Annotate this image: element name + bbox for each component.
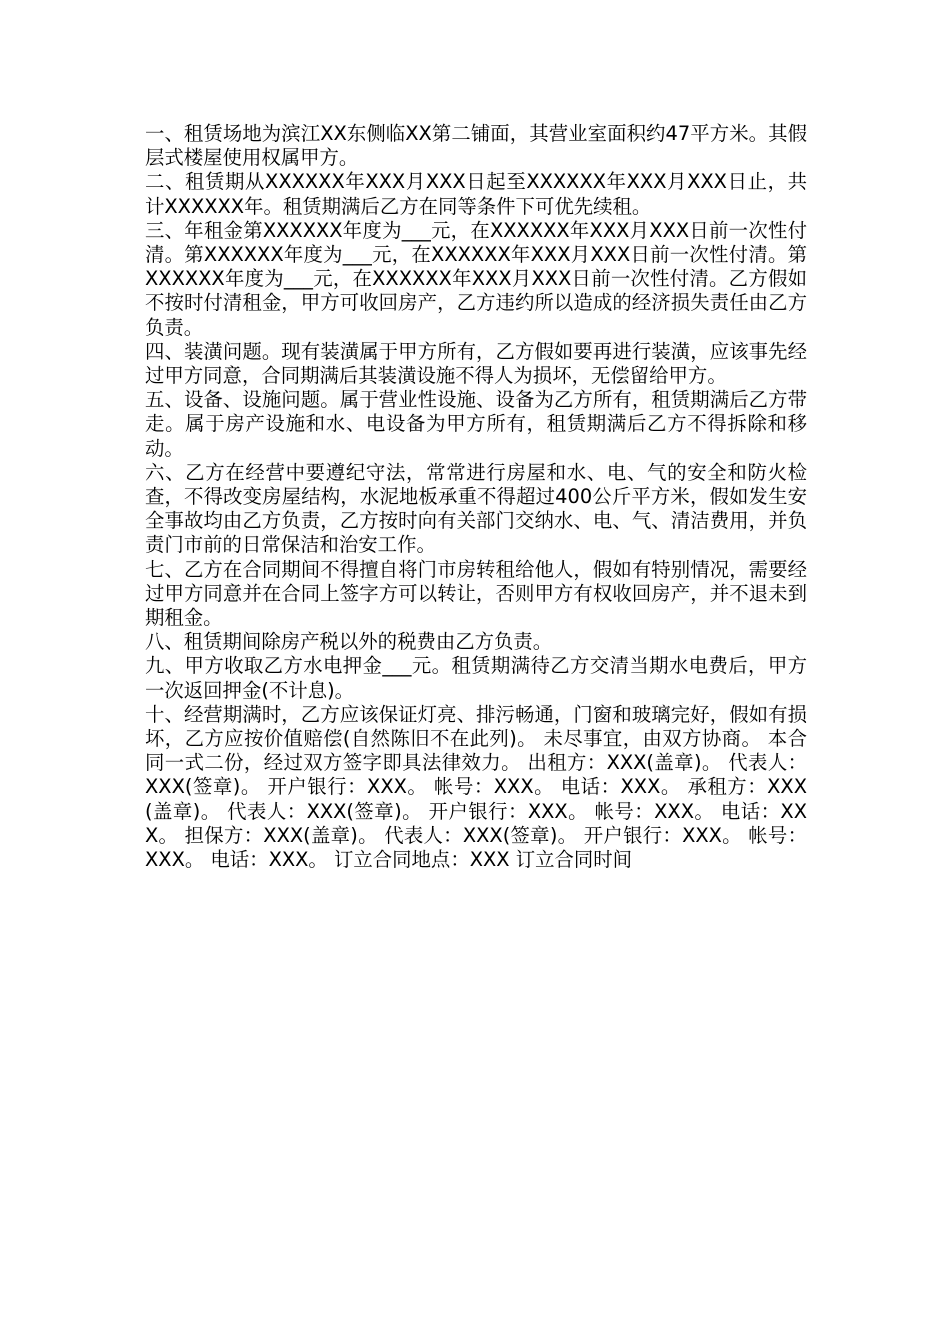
clause-2: 二、租赁期从XXXXXX年XXX月XXX日起至XXXXXX年XXX月XXX日止，共计XXXXXX年。租赁期满后乙方在同等条件下可优先续租。 (145, 170, 807, 218)
clause-7: 七、乙方在合同期间不得擅自将门市房转租给他人，假如有特别情况，需要经过甲方同意并在合同上签字方可以转让，否则甲方有权收回房产，并不退未到期租金。 (145, 557, 807, 630)
contract-body (145, 122, 807, 872)
clause-1: 一、租赁场地为滨江XX东侧临XX第二铺面，其营业室面积约47平方米。其假层式楼屋使用权属甲方。 (145, 122, 807, 170)
clause-6: 六、乙方在经营中要遵纪守法，常常进行房屋和水、电、气的安全和防火检查，不得改变房屋结构，水泥地板承重不得超过400公斤平方米，假如发生安全事故均由乙方负责，乙方按时向有关部门交纳水、电、气、清洁费用，并负责门市前的日常保洁和治安工作。 (145, 460, 807, 557)
clause-8: 八、租赁期间除房产税以外的税费由乙方负责。 (145, 630, 553, 654)
clause-4: 四、装潢问题。现有装潢属于甲方所有，乙方假如要再进行装潢，应该事先经过甲方同意，合同期满后其装潢设施不得人为损坏，无偿留给甲方。 (145, 339, 807, 388)
clause-3: 三、年租金第XXXXXX年度为___元，在XXXXXX年XXX月XXX日前一次性付清。第XXXXXX年度为___元，在XXXXXX年XXX月XXX日前一次性付清。第XXXXXX年度为___元，在XXXXXX年XXX月XXX日前一次性付清。乙方假如不按时付清租金，甲方可收回房产，乙方违约所以造成的经济损失责任由乙方负责。 (145, 218, 807, 339)
clause-9: 九、甲方收取乙方水电押金___元。租赁期满待乙方交清当期水电费后，甲方一次返回押金(不计息)。 (145, 654, 807, 702)
clause-5: 五、设备、设施问题。属于营业性设施、设备为乙方所有，租赁期满后乙方带走。属于房产设施和水、电设备为甲方所有，租赁期满后乙方不得拆除和移动。 (145, 388, 807, 460)
clause-10-and-signatures: 十、经营期满时，乙方应该保证灯亮、排污畅通，门窗和玻璃完好，假如有损坏，乙方应按价值赔偿(自然陈旧不在此列)。 未尽事宜，由双方协商。 本合同一式二份，经过双方签字即具法律效力。 出租方：XXX(盖章)。 代表人：XXX(签章)。 开户银行：XXX。 帐号：XXX。 电话：XXX。 承租方：XXX(盖章)。 代表人：XXX(签章)。 开户银行：XXX。 帐号：XXX。 电话：XXX。 担保方：XXX(盖章)。 代表人：XXX(签章)。 开户银行：XXX。 帐号：XXX。 电话：XXX。 订立合同地点：XXX 订立合同时间 (145, 702, 807, 872)
